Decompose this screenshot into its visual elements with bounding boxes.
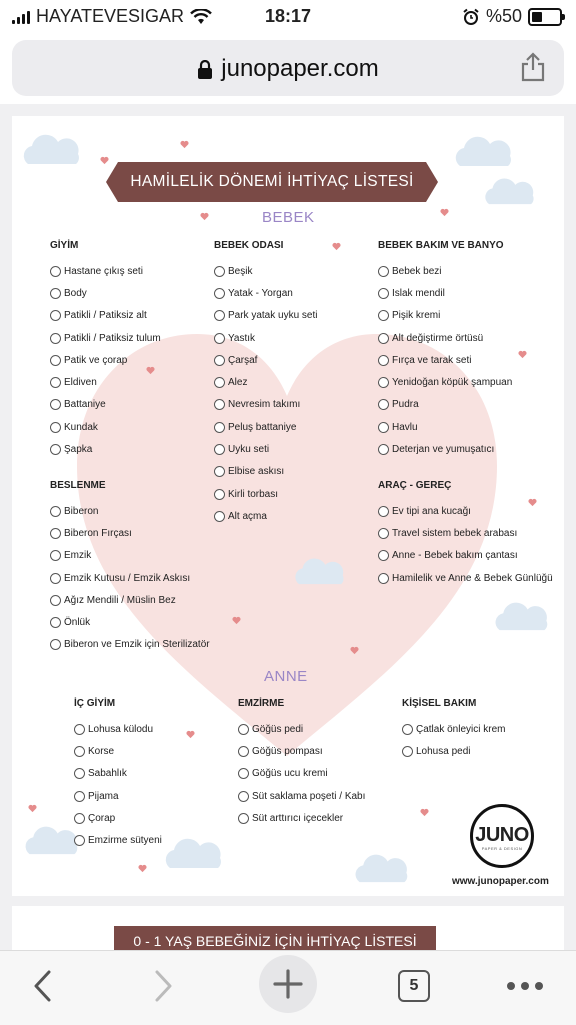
checklist-item: [238, 763, 365, 785]
checklist-item: [238, 785, 365, 807]
heart-icon: [420, 808, 429, 817]
checklist-item-label: Fırça ve tarak seti: [392, 354, 472, 366]
checklist-item-label: Emzik: [64, 550, 92, 562]
checklist-item-label: Korse: [88, 745, 115, 757]
checkbox-circle-icon: [74, 746, 85, 757]
checklist-item-label: Çorap: [88, 812, 116, 824]
checklist-item-label: Pişik kremi: [392, 310, 441, 322]
cloud-icon: [492, 600, 552, 632]
checklist-item-label: Park yatak uyku seti: [228, 310, 318, 322]
status-bar: [0, 0, 576, 34]
chevron-left-icon: [32, 969, 52, 1003]
checklist-item-label: Çarşaf: [228, 354, 258, 366]
checkbox-circle-icon: [214, 266, 225, 277]
checklist-item: [74, 718, 162, 740]
cloud-icon: [292, 556, 348, 586]
checklist-item: [238, 740, 365, 762]
checklist-item: [378, 438, 512, 460]
checkbox-circle-icon: [402, 746, 413, 757]
column-heading: EMZİRME: [238, 698, 285, 709]
checklist-item: [50, 305, 161, 327]
checklist-item-label: Yastık: [228, 332, 256, 344]
checklist-item: [50, 500, 210, 522]
column-heading: KİŞİSEL BAKIM: [402, 698, 477, 709]
heart-icon: [332, 242, 341, 251]
cloud-icon: [482, 176, 538, 206]
checkbox-circle-icon: [50, 333, 61, 344]
checklist-item: [50, 567, 210, 589]
checklist-item-label: Önlük: [64, 617, 91, 629]
checklist-item: [378, 416, 512, 438]
checklist-item: [50, 282, 161, 304]
next-sheet: [12, 906, 564, 950]
checklist-title: HAMİLELİK DÖNEMİ İHTİYAÇ LİSTESİ: [118, 162, 426, 202]
checklist-item-label: Pijama: [88, 790, 119, 802]
tab-count: 5: [398, 970, 430, 1002]
checklist-item: [50, 438, 161, 460]
cloud-icon: [452, 134, 516, 168]
checkbox-circle-icon: [378, 444, 389, 455]
checkbox-circle-icon: [378, 288, 389, 299]
column-ic-giyim: [74, 698, 162, 852]
checkbox-circle-icon: [378, 573, 389, 584]
checklist-sheet: [12, 116, 564, 896]
heart-icon: [138, 864, 147, 873]
checklist-item: [50, 394, 161, 416]
checklist-item-label: Göğüs ucu kremi: [252, 768, 328, 780]
checklist-item: [214, 305, 317, 327]
checklist-item: [50, 522, 210, 544]
forward-button[interactable]: [142, 961, 186, 1011]
checklist-item-label: Islak mendil: [392, 287, 445, 299]
checklist-item: [50, 589, 210, 611]
checklist-item-label: Beşik: [228, 265, 253, 277]
checkbox-circle-icon: [402, 724, 413, 735]
checkbox-circle-icon: [50, 288, 61, 299]
checklist-item-label: Şapka: [64, 444, 93, 456]
checklist-item-label: Biberon Fırçası: [64, 527, 132, 539]
checklist-item-label: Biberon ve Emzik için Sterilizatör: [64, 639, 210, 651]
checklist-item: [378, 260, 512, 282]
checklist-item: [50, 416, 161, 438]
next-sheet-title: 0 - 1 YAŞ BEBEĞİNİZ İÇİN İHTİYAÇ LİSTESİ: [114, 926, 436, 950]
checklist-item: [402, 718, 505, 740]
checklist-item: [214, 282, 317, 304]
checklist-item-label: Alt değiştirme örtüsü: [392, 332, 484, 344]
checkbox-circle-icon: [378, 399, 389, 410]
checklist-item: [378, 371, 512, 393]
more-button[interactable]: [500, 961, 550, 1011]
section-bebek: BEBEK: [262, 209, 315, 226]
status-right: [462, 6, 562, 27]
checkbox-circle-icon: [378, 310, 389, 321]
heart-icon: [200, 212, 209, 221]
checkbox-circle-icon: [378, 266, 389, 277]
checklist-item-label: Sabahlık: [88, 768, 127, 780]
more-dots-icon: [507, 982, 543, 990]
checkbox-circle-icon: [214, 333, 225, 344]
checklist-item: [214, 438, 317, 460]
checklist-item: [214, 371, 317, 393]
carrier-name: HAYATEVESIGAR: [36, 6, 185, 26]
heart-icon: [350, 646, 359, 655]
checklist-item: [214, 260, 317, 282]
checklist-item: [214, 394, 317, 416]
checklist-item-label: Göğüs pompası: [252, 745, 323, 757]
checklist-item: [74, 807, 162, 829]
checkbox-circle-icon: [74, 813, 85, 824]
heart-icon: [440, 208, 449, 217]
column-giyim: [50, 240, 161, 461]
checkbox-circle-icon: [74, 835, 85, 846]
cloud-icon: [162, 836, 226, 870]
column-emzirme: [238, 698, 365, 829]
checkbox-circle-icon: [214, 377, 225, 388]
checkbox-circle-icon: [50, 506, 61, 517]
column-heading: İÇ GİYİM: [74, 698, 116, 709]
checklist-item: [50, 371, 161, 393]
checklist-item-label: Yenidoğan köpük şampuan: [392, 377, 513, 389]
checklist-item: [238, 807, 365, 829]
checklist-item-label: Ağız Mendili / Müslin Bez: [64, 594, 176, 606]
heart-icon: [186, 730, 195, 739]
checkbox-circle-icon: [214, 444, 225, 455]
heart-icon: [232, 616, 241, 625]
checklist-item: [214, 349, 317, 371]
checklist-item: [74, 740, 162, 762]
checkbox-circle-icon: [50, 639, 61, 650]
checklist-item-label: Kundak: [64, 421, 98, 433]
url-display[interactable]: [12, 55, 564, 83]
checkbox-circle-icon: [378, 528, 389, 539]
checklist-item-label: Havlu: [392, 421, 418, 433]
checklist-item-label: Travel sistem bebek arabası: [392, 527, 518, 539]
checklist-item-label: Biberon: [64, 505, 99, 517]
checklist-item: [378, 305, 512, 327]
checklist-item-label: Süt arttırıcı içecekler: [252, 812, 344, 824]
checklist-item: [50, 545, 210, 567]
checkbox-circle-icon: [50, 595, 61, 606]
checkbox-circle-icon: [50, 399, 61, 410]
checklist-item: [378, 394, 512, 416]
checklist-item-label: Nevresim takımı: [228, 399, 301, 411]
heart-icon: [180, 140, 189, 149]
checkbox-circle-icon: [50, 355, 61, 366]
column-kisisel-bakim: [402, 698, 505, 763]
cloud-icon: [22, 824, 82, 856]
url-text: junopaper.com: [221, 55, 379, 82]
address-bar[interactable]: [12, 40, 564, 96]
checkbox-circle-icon: [238, 768, 249, 779]
checklist-item: [214, 483, 317, 505]
checkbox-circle-icon: [74, 724, 85, 735]
checkbox-circle-icon: [50, 444, 61, 455]
tabs-button[interactable]: [394, 961, 434, 1011]
checklist-item-label: Elbise askısı: [228, 466, 285, 478]
column-beslenme: [50, 480, 210, 656]
column-bakim-banyo: [378, 240, 512, 461]
new-tab-button[interactable]: [258, 959, 318, 1009]
share-icon[interactable]: [520, 52, 546, 82]
checklist-item-label: Uyku seti: [228, 444, 270, 456]
checkbox-circle-icon: [238, 791, 249, 802]
checklist-item-label: Alt açma: [228, 510, 267, 522]
checklist-item-label: Emzik Kutusu / Emzik Askısı: [64, 572, 191, 584]
checklist-item: [378, 500, 553, 522]
checkbox-circle-icon: [214, 466, 225, 477]
lock-icon: [197, 60, 213, 80]
checklist-item-label: Peluş battaniye: [228, 421, 297, 433]
checklist-item: [50, 349, 161, 371]
checklist-item: [74, 763, 162, 785]
checkbox-circle-icon: [378, 333, 389, 344]
checkbox-circle-icon: [50, 573, 61, 584]
alarm-icon: [462, 8, 480, 26]
checkbox-circle-icon: [378, 377, 389, 388]
battery-icon: [528, 8, 562, 26]
checklist-item-label: Süt saklama poşeti / Kabı: [252, 790, 366, 802]
checkbox-circle-icon: [50, 550, 61, 561]
checkbox-circle-icon: [214, 355, 225, 366]
checklist-item-label: Lohusa külodu: [88, 723, 154, 735]
checkbox-circle-icon: [50, 377, 61, 388]
column-heading: BEBEK BAKIM VE BANYO: [378, 240, 504, 251]
checkbox-circle-icon: [214, 511, 225, 522]
checklist-item: [50, 634, 210, 656]
checklist-item: [214, 327, 317, 349]
checkbox-circle-icon: [214, 489, 225, 500]
checkbox-circle-icon: [50, 617, 61, 628]
checklist-item: [50, 611, 210, 633]
checkbox-circle-icon: [378, 422, 389, 433]
column-heading: BEBEK ODASI: [214, 240, 284, 251]
checkbox-circle-icon: [214, 310, 225, 321]
checklist-item-label: Deterjan ve yumuşatıcı: [392, 444, 495, 456]
checklist-item: [378, 545, 553, 567]
back-button[interactable]: [20, 961, 64, 1011]
checklist-item-label: Body: [64, 287, 87, 299]
checklist-item: [378, 327, 512, 349]
checklist-item-label: Göğüs pedi: [252, 723, 304, 735]
checklist-item: [378, 349, 512, 371]
checklist-item: [50, 327, 161, 349]
checkbox-circle-icon: [378, 355, 389, 366]
checklist-item: [214, 416, 317, 438]
browser-toolbar: [0, 950, 576, 1025]
cloud-icon: [20, 132, 84, 166]
clock: 18:17: [264, 6, 312, 26]
checklist-item: [378, 567, 553, 589]
column-heading: ARAÇ - GEREÇ: [378, 480, 452, 491]
checklist-item: [214, 461, 317, 483]
checklist-item-label: Patik ve çorap: [64, 354, 128, 366]
column-bebek-odasi: [214, 240, 317, 528]
checkbox-circle-icon: [50, 422, 61, 433]
web-content[interactable]: [0, 104, 576, 950]
juno-logo: [470, 804, 534, 868]
checklist-item-label: Lohusa pedi: [416, 745, 471, 757]
checklist-item-label: Hamilelik ve Anne & Bebek Günlüğü: [392, 572, 553, 584]
checkbox-circle-icon: [50, 266, 61, 277]
checkbox-circle-icon: [214, 288, 225, 299]
heart-icon: [28, 804, 37, 813]
website-label: www.junopaper.com: [452, 876, 549, 887]
cloud-icon: [352, 852, 412, 884]
logo-subtext: PAPER & DESIGN: [481, 846, 523, 851]
checklist-item-label: Emzirme sütyeni: [88, 835, 162, 847]
checkbox-circle-icon: [50, 528, 61, 539]
checklist-item-label: Battaniye: [64, 399, 106, 411]
heart-icon: [518, 350, 527, 359]
checklist-item-label: Hastane çıkış seti: [64, 265, 143, 277]
checklist-item-label: Eldiven: [64, 377, 97, 389]
checklist-item: [378, 282, 512, 304]
checkbox-circle-icon: [74, 768, 85, 779]
checklist-item-label: Ev tipi ana kucağı: [392, 505, 471, 517]
section-anne: ANNE: [264, 668, 308, 685]
checklist-item-label: Çatlak önleyici krem: [416, 723, 506, 735]
column-heading: BESLENME: [50, 480, 106, 491]
checkbox-circle-icon: [238, 746, 249, 757]
checklist-item: [238, 718, 365, 740]
battery-percent: %50: [485, 6, 522, 26]
checklist-item: [74, 829, 162, 851]
checkbox-circle-icon: [238, 813, 249, 824]
checklist-item: [50, 260, 161, 282]
plus-icon: [259, 955, 317, 1013]
checklist-item-label: Patikli / Patiksiz alt: [64, 310, 147, 322]
column-heading: GİYİM: [50, 240, 79, 251]
checkbox-circle-icon: [378, 506, 389, 517]
checkbox-circle-icon: [214, 422, 225, 433]
logo-text: JUNO: [475, 824, 529, 846]
checklist-item-label: Pudra: [392, 399, 419, 411]
checklist-item: [378, 522, 553, 544]
column-arac-gerec: [378, 480, 553, 589]
checklist-item-label: Yatak - Yorgan: [228, 287, 293, 299]
chevron-right-icon: [154, 969, 174, 1003]
checklist-item-label: Patikli / Patiksiz tulum: [64, 332, 161, 344]
checkbox-circle-icon: [74, 791, 85, 802]
checklist-item-label: Kirli torbası: [228, 488, 279, 500]
checklist-item: [74, 785, 162, 807]
checklist-item-label: Alez: [228, 377, 248, 389]
checkbox-circle-icon: [50, 310, 61, 321]
checkbox-circle-icon: [238, 724, 249, 735]
checkbox-circle-icon: [214, 399, 225, 410]
checkbox-circle-icon: [378, 550, 389, 561]
checklist-item: [402, 740, 505, 762]
checklist-item-label: Bebek bezi: [392, 265, 442, 277]
checklist-item: [214, 505, 317, 527]
checklist-item-label: Anne - Bebek bakım çantası: [392, 550, 518, 562]
